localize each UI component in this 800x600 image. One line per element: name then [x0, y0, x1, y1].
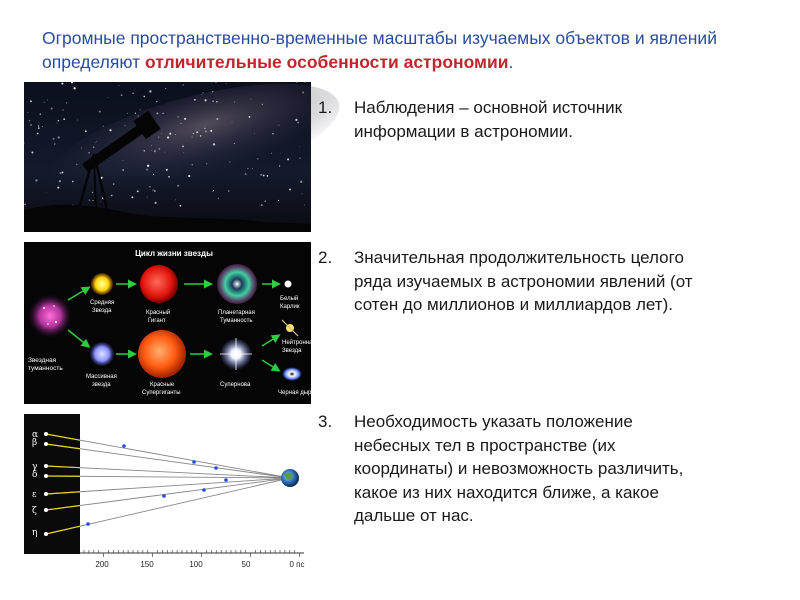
star-label: δ — [32, 470, 38, 480]
star-label: ε — [32, 490, 37, 500]
label-neutron-1: Нейтронная — [282, 340, 316, 346]
title-text-end: . — [508, 52, 514, 72]
slide-title — [42, 26, 762, 74]
star-label: ζ — [32, 506, 37, 516]
star-label: η — [32, 528, 38, 538]
parallax-marker — [122, 444, 126, 448]
star-lifecycle-diagram — [24, 242, 316, 404]
red-giant — [140, 265, 178, 303]
label-nebula-2: туманность — [28, 365, 63, 372]
label-blackhole: Черная дыра — [278, 390, 315, 396]
label-whitedwarf-1: Белый — [280, 296, 299, 302]
black-hole — [282, 367, 302, 381]
label-nebula-1: Звездная — [28, 357, 57, 364]
parallax-star — [44, 532, 48, 536]
axis-label-200: 200 — [95, 560, 109, 569]
parallax-star — [44, 442, 48, 446]
label-supergiant-1: Красные — [150, 382, 175, 388]
parallax-diagram — [24, 414, 311, 577]
axis-label-50: 50 — [241, 560, 251, 569]
axis-label-150: 150 — [140, 560, 154, 569]
label-massive-2: звезда — [92, 382, 111, 388]
label-redgiant-2: Гигант — [148, 318, 166, 324]
list-item-text: Необходимость указать положение небесных тел в пространстве (их координаты) и невозможность различить, какое из них находится ближе, а какое дальше от нас. — [354, 412, 684, 525]
earth-icon — [281, 469, 299, 487]
parallax-marker — [192, 460, 196, 464]
axis-label-100: 100 — [189, 560, 203, 569]
title-text-start: Огромные пространственно-временные масштабы изучаемых объектов и явлений определяют — [42, 28, 717, 72]
label-redgiant-1: Красный — [146, 310, 171, 316]
title-accent: отличительные особенности астрономии — [144, 52, 509, 72]
parallax-star — [44, 464, 48, 468]
average-star — [91, 273, 113, 295]
parallax-star — [44, 474, 48, 478]
massive-star — [90, 342, 114, 366]
list-item-number: 1. — [318, 98, 333, 117]
parallax-marker — [162, 494, 166, 498]
lifecycle-title: Цикл жизни звезды — [135, 249, 213, 258]
parallax-marker — [86, 522, 90, 526]
label-supergiant-2: Супергиганты — [142, 390, 181, 396]
white-dwarf — [285, 281, 292, 288]
parallax-star — [44, 508, 48, 512]
list-item-number: 3. — [318, 412, 333, 431]
label-massive-1: Массивная — [86, 374, 117, 380]
label-whitedwarf-2: Карлик — [280, 304, 300, 310]
list-item-text: Значительная продолжительность целого ряда изучаемых в астрономии явлений (от сотен до миллионов и миллиардов лет). — [354, 248, 693, 314]
star-label: β — [32, 438, 38, 448]
label-planetary-1: Планетарная — [218, 310, 255, 316]
label-planetary-2: Туманность — [220, 318, 253, 324]
telescope-image — [24, 82, 311, 232]
label-average-2: Звезда — [92, 308, 112, 314]
planetary-nebula — [217, 264, 257, 304]
parallax-star — [44, 492, 48, 496]
supernova — [220, 338, 252, 370]
parallax-marker — [202, 488, 206, 492]
label-supernova: Супернова — [220, 382, 251, 388]
label-neutron-2: Звезда — [282, 348, 302, 354]
red-supergiant — [138, 330, 186, 378]
parallax-marker — [214, 466, 218, 470]
parallax-star — [44, 432, 48, 436]
label-average-1: Средняя — [90, 300, 115, 306]
star-label: γ — [32, 462, 38, 472]
list-item-number: 2. — [318, 248, 333, 267]
parallax-marker — [224, 478, 228, 482]
list-item-text: Наблюдения – основной источник информации в астрономии. — [354, 98, 623, 141]
star-label: α — [32, 430, 39, 440]
axis-label-0: 0 пс — [289, 560, 305, 569]
star-nebula — [28, 294, 72, 338]
